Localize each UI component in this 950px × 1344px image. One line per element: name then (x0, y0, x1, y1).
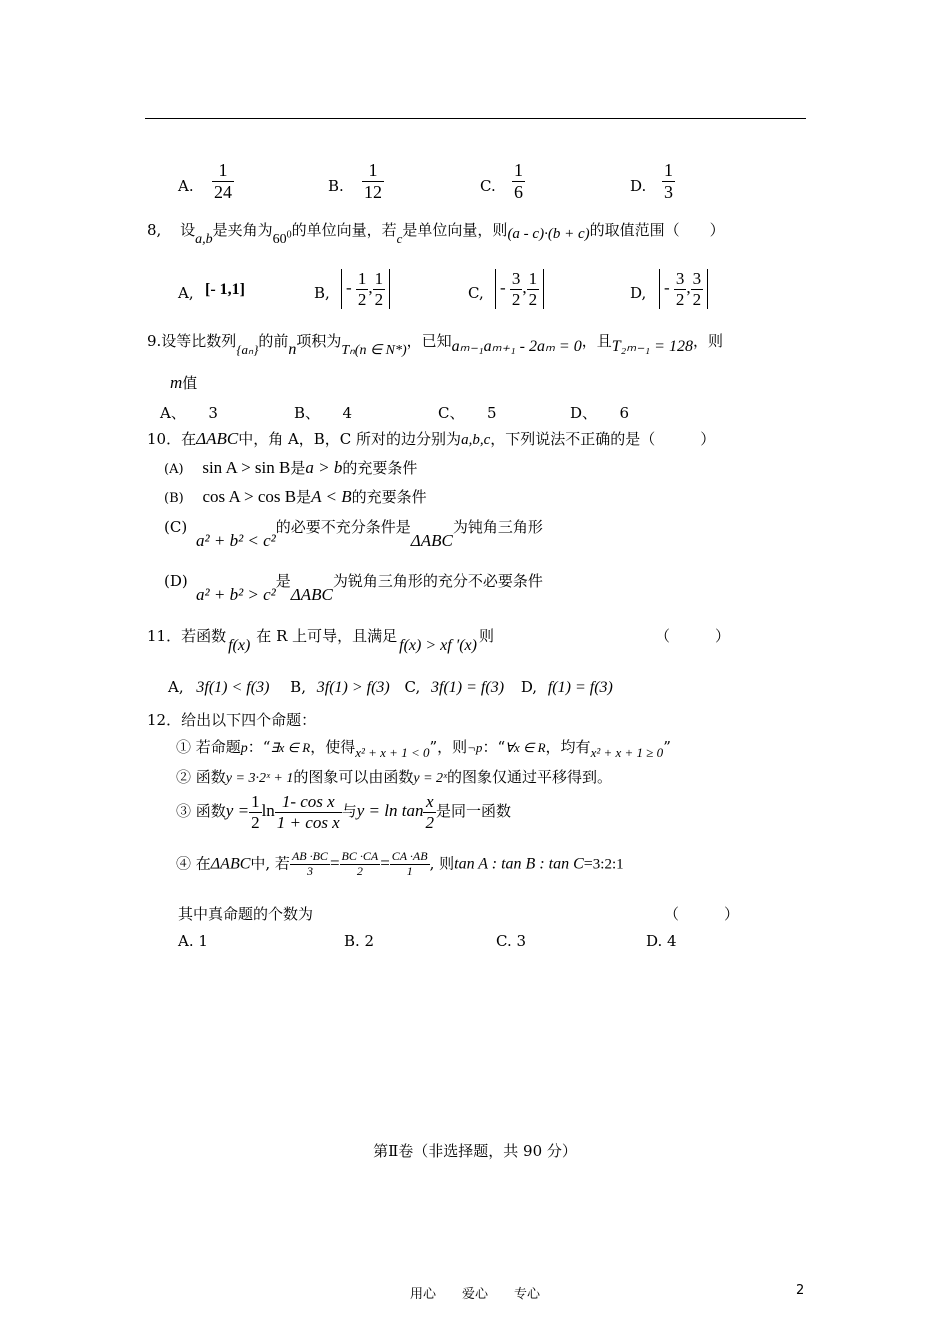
q11-option-b[interactable]: 3f(1) > f(3) (316, 679, 390, 696)
q9-condition-1: aₘ₋₁aₘ₊₁ - 2aₘ = 0 (451, 338, 582, 355)
q11-option-c[interactable]: 3f(1) = f(3) (431, 679, 505, 696)
q7-option-d-label: D. (630, 177, 647, 195)
footer-motto: 用心 爱心 专心 (409, 1287, 540, 1302)
q7-option-d[interactable]: $\frac{1}{3}$ (664, 160, 673, 202)
q8-option-a-label: A, (178, 284, 194, 302)
q11-stem: 11．若函数f(x)在 R 上可导，且满足f(x) > xf ′(x)则 (147, 627, 494, 654)
q9-stem-line2: m值 (170, 373, 198, 392)
q8-option-b-label: B, (314, 284, 330, 302)
page-number: 2 (796, 1283, 805, 1298)
q7-option-b-label: B. (328, 177, 344, 195)
q12-statement-3: ③ 函数y = $\frac{1}{2}$ ln $\frac{\text{1- cos x}}{\text{1 + cos x}}$ 与y = ln tan $\frac{x}{2}$ 是同一函数 (176, 792, 511, 832)
q12-answer-paren: （ ） (664, 905, 740, 923)
q10-option-d[interactable]: a² + b² > c²是ΔABC为锐角三角形的充分不必要条件 (196, 572, 543, 604)
section-heading: 第Ⅱ卷（非选择题，共 90 分） (373, 1142, 577, 1160)
q8-option-b[interactable]: - $\frac{1}{2}$ , $\frac{1}{2}$ (341, 269, 390, 309)
q12-question: 其中真命题的个数为 (178, 905, 314, 923)
q8-vector-c: c (396, 231, 403, 246)
q10-option-d-label: (D) (164, 572, 188, 590)
q9-condition-2: T₂ₘ₋₁ = 128 (611, 338, 693, 355)
q8-angle: $60^0$ (272, 229, 292, 247)
q12-statement-2: ② 函数y = 3·2ˣ + 1的图象可以由函数y = 2ˣ的图象仅通过平移得到。 (176, 768, 612, 786)
q9-option-a[interactable]: A、 3 (160, 404, 218, 422)
header-rule (145, 118, 806, 119)
q10-option-c-label: (C) (164, 518, 188, 536)
q8-option-d-label: D, (630, 284, 647, 302)
q11-options: A, 3f(1) < f(3) B, 3f(1) > f(3) C, 3f(1) = f(3) D, f(1) = f(3) (168, 678, 613, 696)
q8-expression: (a - c)·(b + c) (507, 226, 590, 242)
q8-stem: 8, 设a,b是夹角为$60^0$的单位向量，若c是单位向量，则(a - c)·(b + c)的取值范围（ ） (147, 221, 725, 247)
q7-option-c-label: C. (480, 177, 496, 195)
q12-statement-1: ① 若命题p：“∃x ∈ R，使得x² + x + 1 < 0”，则¬p：“∀x ∈ R，均有x² + x + 1 ≥ 0” (176, 738, 671, 760)
q7-option-a-label: A. (178, 177, 194, 195)
q12-statement-4: ④ 在ΔABC中, 若 $\frac{AB \cdot BC}{3}$ = $\frac{BC \cdot CA}{2}$ = $\frac{CA \cdot AB}{1}$ , 则tan A : tan B : tan C=3:2:1 (176, 849, 624, 878)
q9-option-d[interactable]: D、 6 (570, 404, 630, 422)
q9-product: Tₙ(n ∈ N*) (341, 343, 407, 358)
q7-option-a[interactable]: $\frac{1}{24}$ (214, 160, 232, 202)
q12-option-b[interactable]: B. 2 (344, 932, 375, 950)
q12-option-a[interactable]: A. 1 (178, 932, 208, 950)
q7-option-c[interactable]: $\frac{1}{6}$ (514, 160, 523, 202)
q11-option-d[interactable]: f(1) = f(3) (547, 679, 613, 696)
q12-stem: 12．给出以下四个命题： (147, 711, 317, 729)
q8-option-c-label: C, (468, 284, 484, 302)
q11-option-a[interactable]: 3f(1) < f(3) (196, 679, 270, 696)
q8-option-a[interactable]: [- 1,1] (205, 281, 245, 298)
q8-option-c[interactable]: - $\frac{3}{2}$ , $\frac{1}{2}$ (495, 269, 544, 309)
q7-option-b[interactable]: $\frac{1}{12}$ (364, 160, 382, 202)
q8-vectors-ab: a,b (195, 232, 213, 247)
q9-sequence: {aₙ} (236, 342, 259, 357)
q9-option-c[interactable]: C、 5 (438, 404, 497, 422)
q12-option-c[interactable]: C. 3 (496, 932, 527, 950)
q10-option-a[interactable]: (A) sin A > sin B是a > b的充要条件 (164, 458, 418, 477)
q8-option-d[interactable]: - $\frac{3}{2}$ , $\frac{3}{2}$ (659, 269, 708, 309)
q9-option-b[interactable]: B、 4 (294, 404, 353, 422)
q10-stem: 10．在ΔABC中，角 A，B，C 所对的边分别为a,b,c，下列说法不正确的是（ ） (147, 429, 716, 448)
q11-answer-paren: （ ） (655, 627, 731, 645)
q10-option-b[interactable]: (B) cos A > cos B是A < B的充要条件 (164, 487, 427, 506)
q9-n: n (288, 341, 297, 358)
q10-option-c[interactable]: a² + b² < c²的必要不充分条件是ΔABC为钝角三角形 (196, 518, 543, 550)
q12-option-d[interactable]: D. 4 (646, 932, 677, 950)
q9-stem: 9.设等比数列{aₙ}的前n项积为Tₙ(n ∈ N*)，已知aₘ₋₁aₘ₊₁ - 2aₘ = 0，且T₂ₘ₋₁ = 128，则 (147, 332, 723, 358)
